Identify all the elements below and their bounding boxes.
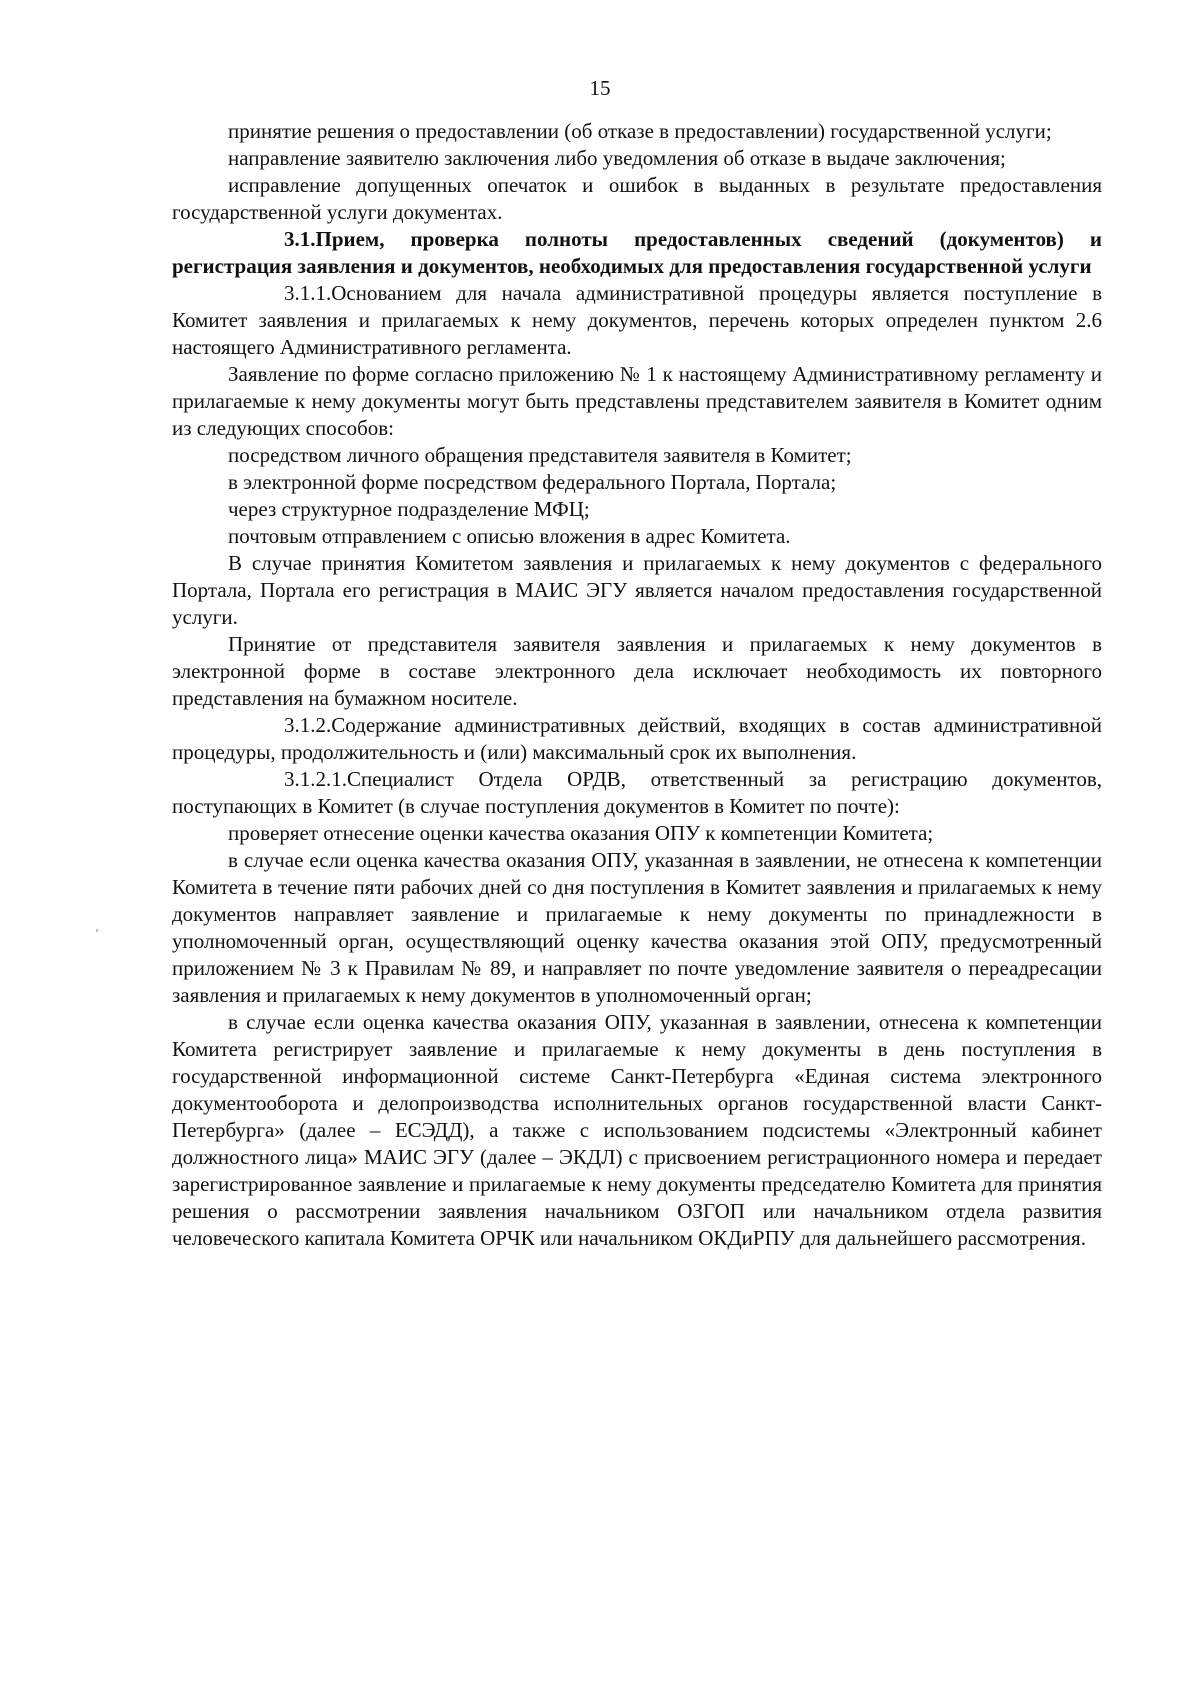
paragraph [172, 550, 1102, 631]
paragraph [172, 280, 1102, 361]
page-number: 15 [589, 76, 611, 100]
paragraph-text: в случае если оценка качества оказания ОПУ, указанная в заявлении, не отнесена к компетенции Комитета в течение пяти рабочих дней со дня поступления в Комитет заявления и прилагаемых к нему документов направляет заявление и прилагаемые к нему документы по принадлежности в уполномоченный орган, осуществляющий оценку качества оказания этой ОПУ, предусмотренный приложением № 3 к Правилам № 89, и направляет по почте уведомление заявителя о переадресации заявления и прилагаемых к нему документов в уполномоченный орган; [172, 848, 1102, 1007]
paragraph [172, 712, 1102, 766]
paragraph-text: почтовым отправлением с описью вложения в адрес Комитета. [228, 524, 791, 548]
paragraph [172, 145, 1102, 172]
paragraph-text: направление заявителю заключения либо уведомления об отказе в выдаче заключения; [228, 146, 1006, 170]
clause-number: 3.1. [284, 227, 316, 251]
paragraph-text: посредством личного обращения представителя заявителя в Комитет; [228, 443, 852, 467]
margin-mark: ᶜ [96, 926, 99, 938]
paragraph [172, 361, 1102, 442]
paragraph-text: Специалист Отдела ОРДВ, ответственный за регистрацию документов, поступающих в Комитет (в случае поступления документов в Комитет по почте): [172, 767, 1102, 818]
paragraph [172, 442, 1102, 469]
clause-number: 3.1.1. [284, 281, 332, 305]
document-body [172, 118, 1102, 1252]
paragraph-text: В случае принятия Комитетом заявления и прилагаемых к нему документов с федерального Портала, Портала его регистрация в МАИС ЭГУ является началом предоставления государственной услуги. [172, 551, 1102, 629]
paragraph [172, 172, 1102, 226]
paragraph-text: Заявление по форме согласно приложению № 1 к настоящему Административному регламенту и прилагаемые к нему документы могут быть представлены представителем заявителя в Комитет одним из следующих способов: [172, 362, 1102, 440]
paragraph-text: через структурное подразделение МФЦ; [228, 497, 590, 521]
paragraph [172, 523, 1102, 550]
paragraph-text: проверяет отнесение оценки качества оказания ОПУ к компетенции Комитета; [228, 821, 934, 845]
clause-number: 3.1.2.1. [284, 767, 347, 791]
paragraph [172, 118, 1102, 145]
paragraph-text: Прием, проверка полноты предоставленных сведений (документов) и регистрация заявления и документов, необходимых для предоставления государственной услуги [172, 227, 1102, 278]
paragraph-text: исправление допущенных опечаток и ошибок в выданных в результате предоставления государственной услуги документах. [172, 173, 1102, 224]
paragraph [172, 631, 1102, 712]
paragraph [172, 469, 1102, 496]
paragraph [172, 1009, 1102, 1252]
paragraph [172, 496, 1102, 523]
paragraph [172, 820, 1102, 847]
clause-number: 3.1.2. [284, 713, 332, 737]
paragraph-text: Содержание административных действий, входящих в состав административной процедуры, продолжительность и (или) максимальный срок их выполнения. [172, 713, 1102, 764]
paragraph-text: Принятие от представителя заявителя заявления и прилагаемых к нему документов в электронной форме в составе электронного дела исключает необходимость их повторного представления на бумажном носителе. [172, 632, 1102, 710]
paragraph-text: в случае если оценка качества оказания ОПУ, указанная в заявлении, отнесена к компетенции Комитета регистрирует заявление и прилагаемые к нему документы в день поступления в государственной информационной системе Санкт-Петербурга «Единая система электронного документооборота и делопроизводства исполнительных органов государственной власти Санкт-Петербурга» (далее – ЕСЭДД), а также с использованием подсистемы «Электронный кабинет должностного лица» МАИС ЭГУ (далее – ЭКДЛ) с присвоением регистрационного номера и передает зарегистрированное заявление и прилагаемые к нему документы председателю Комитета для принятия решения о рассмотрении заявления начальником ОЗГОП или начальником отдела развития человеческого капитала Комитета ОРЧК или начальником ОКДиРПУ для дальнейшего рассмотрения. [172, 1010, 1102, 1250]
paragraph-text: Основанием для начала административной процедуры является поступление в Комитет заявления и прилагаемых к нему документов, перечень которых определен пунктом 2.6 настоящего Административного регламента. [172, 281, 1102, 359]
paragraph [172, 766, 1102, 820]
paragraph [172, 847, 1102, 1009]
paragraph-text: в электронной форме посредством федерального Портала, Портала; [228, 470, 837, 494]
section-heading [172, 226, 1102, 280]
paragraph-text: принятие решения о предоставлении (об отказе в предоставлении) государственной услуги; [228, 119, 1052, 143]
